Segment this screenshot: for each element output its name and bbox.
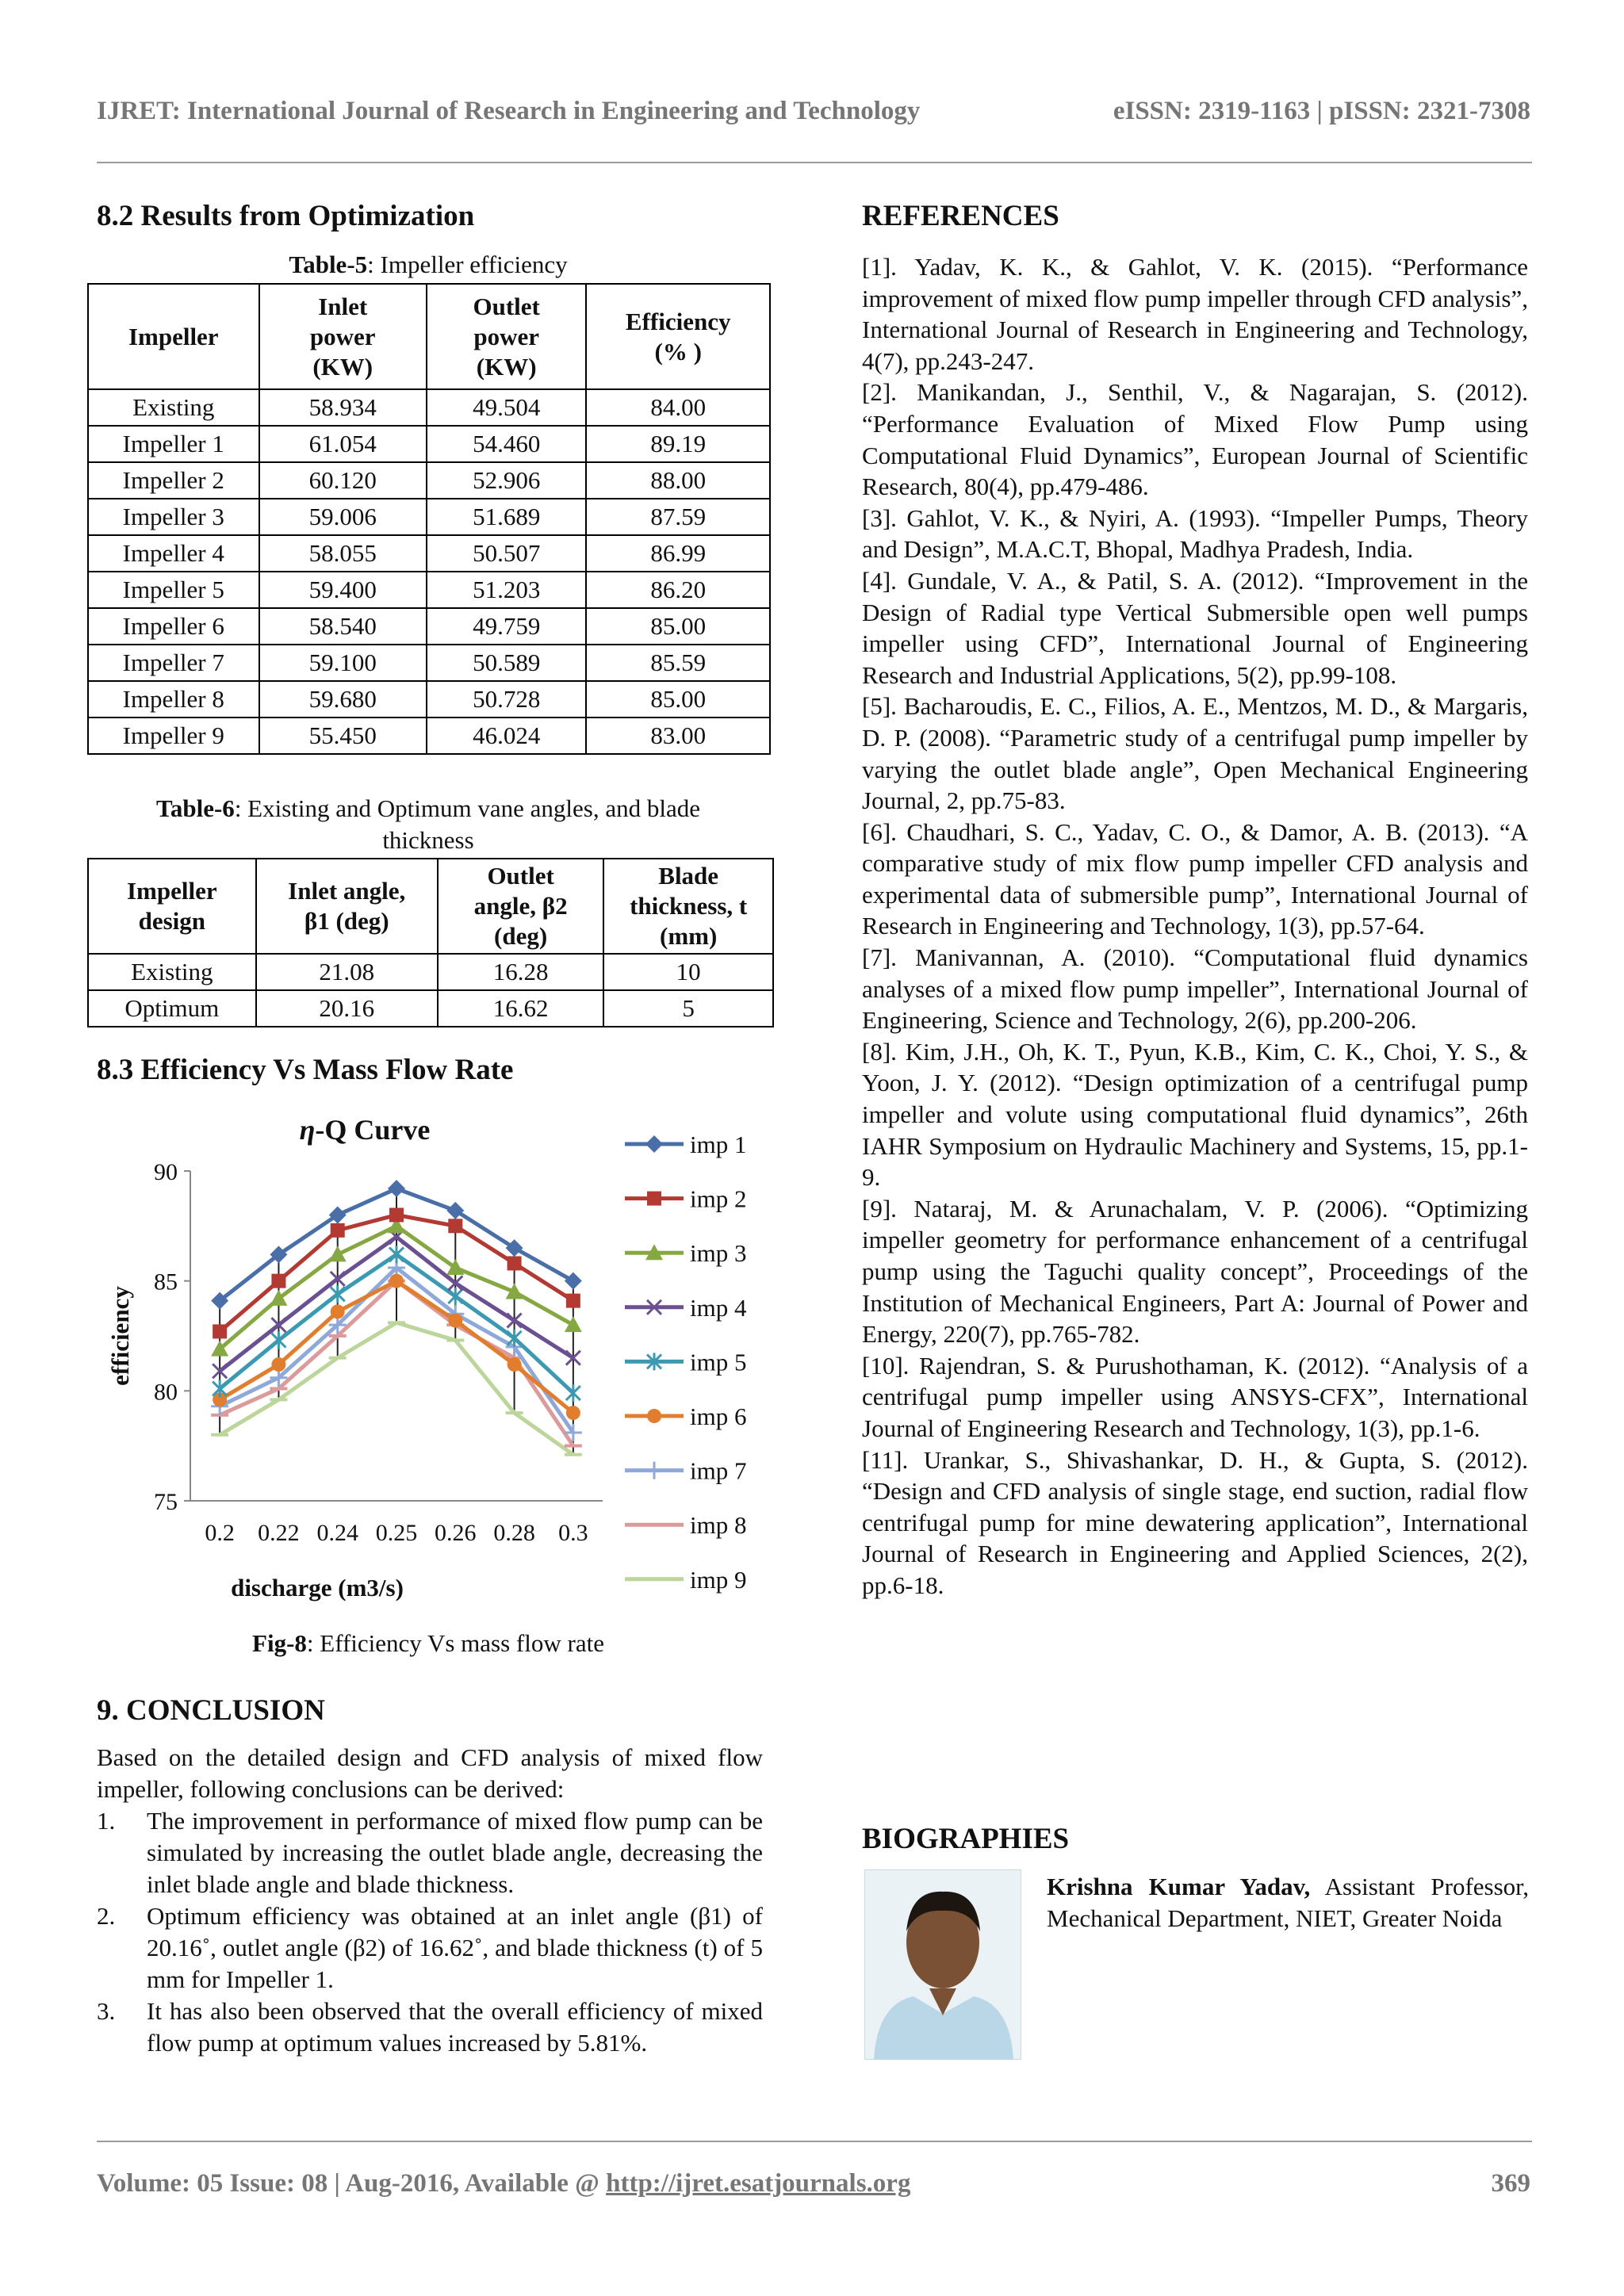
table5-cell: 88.00 — [586, 462, 770, 499]
figure8-caption-text: : Efficiency Vs mass flow rate — [306, 1629, 604, 1657]
table5-cell: 87.59 — [586, 499, 770, 535]
table5-cell: Impeller 7 — [88, 645, 259, 681]
legend-entry — [625, 1402, 746, 1430]
legend-label: imp 6 — [690, 1402, 747, 1430]
table6-header-outlet: Outlet angle, β2 (deg) — [438, 859, 603, 954]
table5-cell: Existing — [88, 389, 259, 426]
conclusion-item-number: 3. — [97, 1997, 116, 2025]
header-rule — [97, 162, 1532, 163]
reference-item: [9]. Nataraj, M. & Arunachalam, V. P. (2006). “Optimizing impeller geometry for performance enhancement of a centrifugal pump using the Taguchi quality concept”, Proceedings of the Institution of Mechanical Engineers, Part A: Journal of Power and Energy, 220(7), pp.765-782. — [862, 1194, 1528, 1349]
table6-caption — [87, 793, 769, 856]
table5-body — [88, 389, 770, 754]
data-point — [647, 1409, 661, 1423]
x-tick-label: 0.28 — [493, 1520, 535, 1546]
y-tick-label: 80 — [154, 1379, 178, 1406]
x-tick-label: 0.24 — [316, 1520, 358, 1546]
journal-header: IJRET: International Journal of Research in Engineering and Technology — [97, 97, 921, 125]
legend-entry — [625, 1131, 746, 1158]
table6-header-inlet: Inlet angle, β1 (deg) — [256, 859, 438, 954]
chart-title-symbol: η — [299, 1114, 316, 1146]
table5-cell: 50.728 — [427, 681, 586, 718]
table5-header-inlet: Inlet power (KW) — [259, 284, 427, 389]
legend-label: imp 9 — [690, 1565, 747, 1594]
conclusion-item-text: It has also been observed that the overall efficiency of mixed flow pump at optimum values increased by 5.81%. — [147, 1997, 763, 2057]
data-point — [508, 1256, 522, 1270]
author-name: Krishna Kumar Yadav, — [1047, 1873, 1311, 1900]
data-point — [448, 1314, 462, 1328]
data-point — [565, 1272, 582, 1290]
conclusion-intro: Based on the detailed design and CFD analysis of mixed flow impeller, following conclusions can be derived: — [97, 1743, 763, 1803]
conclusion-item — [97, 1996, 763, 2059]
reference-item: [3]. Gahlot, V. K., & Nyiri, A. (1993). “Impeller Pumps, Theory and Design”, M.A.C.T, Bhopal, Madhya Pradesh, India. — [862, 503, 1528, 564]
y-tick-label: 75 — [154, 1489, 178, 1515]
table5-cell: Impeller 3 — [88, 499, 259, 535]
data-point — [448, 1219, 462, 1233]
table5-cell: 50.507 — [427, 535, 586, 572]
section-8-3-title: 8.3 Efficiency Vs Mass Flow Rate — [97, 1054, 514, 1086]
footer-volume: Volume: 05 Issue: 08 | Aug-2016, Available @ http://ijret.esatjournals.org — [97, 2169, 911, 2198]
data-point — [448, 1288, 462, 1305]
table5-cell: 59.680 — [259, 681, 427, 718]
figure8-caption-label: Fig-8 — [252, 1629, 307, 1657]
x-tick-label: 0.22 — [258, 1520, 300, 1546]
data-point — [508, 1330, 522, 1347]
table6 — [87, 858, 774, 1027]
table5-cell: 51.689 — [427, 499, 586, 535]
table5-cell: Impeller 5 — [88, 572, 259, 608]
table5-cell: 49.759 — [427, 608, 586, 645]
data-point — [565, 1316, 582, 1332]
table5-cell: 46.024 — [427, 718, 586, 754]
table5-cell: 60.120 — [259, 462, 427, 499]
table6-caption-line1: : Existing and Optimum vane angles, and blade — [234, 794, 700, 822]
chart-title-text: -Q Curve — [315, 1114, 431, 1146]
table6-cell: Existing — [88, 954, 256, 990]
data-point — [389, 1207, 404, 1222]
data-point — [389, 1246, 404, 1263]
data-point — [388, 1180, 405, 1197]
conclusion-item-text: The improvement in performance of mixed flow pump can be simulated by increasing the outlet blade angle, decreasing the inlet blade angle and blade thickness. — [147, 1807, 763, 1898]
table5-row — [88, 499, 770, 535]
reference-item: [7]. Manivannan, A. (2010). “Computational fluid dynamics analyses of a mixed flow pump impeller”, International Journal of Engineering, Science and Technology, 2(6), pp.200-206. — [862, 943, 1528, 1035]
table5-caption-label: Table-5 — [289, 251, 368, 278]
figure8-caption — [87, 1629, 769, 1658]
table6-row — [88, 954, 773, 990]
table5-cell: 51.203 — [427, 572, 586, 608]
table6-cell: 10 — [603, 954, 773, 990]
table5-row — [88, 389, 770, 426]
table5-row — [88, 645, 770, 681]
legend-label: imp 1 — [690, 1131, 747, 1158]
biography-text — [1047, 1871, 1529, 1934]
table6-caption-label: Table-6 — [156, 794, 235, 822]
table5-cell: 83.00 — [586, 718, 770, 754]
table5-cell: 50.589 — [427, 645, 586, 681]
y-tick-label: 90 — [154, 1159, 178, 1185]
y-tick-label: 85 — [154, 1269, 178, 1295]
table5-cell: 84.00 — [586, 389, 770, 426]
legend-entry — [625, 1457, 746, 1485]
page-number: 369 — [1491, 2169, 1530, 2198]
legend-entry — [625, 1239, 746, 1267]
conclusion-item-number: 2. — [97, 1902, 116, 1930]
table5-cell: 58.934 — [259, 389, 427, 426]
legend-label: imp 3 — [690, 1239, 747, 1268]
data-point — [271, 1357, 285, 1372]
table5-row — [88, 462, 770, 499]
reference-item: [6]. Chaudhari, S. C., Yadav, C. O., & Damor, A. B. (2013). “A comparative study of mix flow pump impeller CFD analysis and experimental data of submersible pump”, International Journal of Research in Engineering and Technology, 1(3), pp.57-64. — [862, 817, 1528, 940]
reference-item: [4]. Gundale, V. A., & Patil, S. A. (2012). “Improvement in the Design of Radial type Vertical Submersible open well pumps impeller using CFD”, International Journal of Engineering Research and Industrial Applications, 5(2), pp.99-108. — [862, 566, 1528, 689]
table5-cell: Impeller 1 — [88, 426, 259, 462]
table6-row — [88, 990, 773, 1027]
table5-caption-text: : Impeller efficiency — [367, 251, 568, 278]
data-point — [645, 1135, 663, 1153]
reference-item: [5]. Bacharoudis, E. C., Filios, A. E., Mentzos, M. D., & Margaris, D. P. (2008). “Parametric study of a centrifugal pump impeller by varying the outlet blade angle”, Open Mechanical Engineering Journal, 2, pp.75-83. — [862, 692, 1528, 815]
conclusion-item-text: Optimum efficiency was obtained at an inlet angle (β1) of 20.16˚, outlet angle (β2) of 16.62˚, and blade thickness (t) of 5 mm for Impeller 1. — [147, 1902, 763, 1993]
data-point — [566, 1384, 580, 1402]
table6-header-design: Impeller design — [88, 859, 256, 954]
data-point — [389, 1274, 404, 1288]
biographies-title: BIOGRAPHIES — [862, 1823, 1070, 1855]
table5-row — [88, 608, 770, 645]
table6-cell: 16.62 — [438, 990, 603, 1027]
table5-row — [88, 718, 770, 754]
data-point — [566, 1294, 580, 1308]
reference-item: [1]. Yadav, K. K., & Gahlot, V. K. (2015). “Performance improvement of mixed flow pump impeller through CFD analysis”, International Journal of Research in Engineering and Technology, 4(7), pp.243-247. — [862, 253, 1528, 375]
table6-caption-line2: thickness — [382, 826, 474, 854]
efficiency-chart — [79, 1098, 793, 1621]
data-point — [331, 1304, 345, 1318]
legend-label: imp 8 — [690, 1511, 747, 1540]
data-point — [213, 1380, 227, 1398]
legend-label: imp 7 — [690, 1456, 747, 1485]
data-point — [213, 1324, 227, 1338]
conclusion-item — [97, 1805, 763, 1900]
table5 — [87, 283, 771, 755]
section-9-title: 9. CONCLUSION — [97, 1694, 325, 1727]
legend-label: imp 5 — [690, 1348, 747, 1376]
table5-cell: 59.006 — [259, 499, 427, 535]
table5-caption — [87, 251, 769, 279]
table5-cell: 59.400 — [259, 572, 427, 608]
legend-entry — [625, 1185, 746, 1213]
legend-entry — [625, 1566, 746, 1594]
table6-header-blade: Blade thickness, t (mm) — [603, 859, 773, 954]
data-point — [331, 1223, 345, 1238]
table5-row — [88, 681, 770, 718]
footer-rule — [97, 2141, 1532, 2142]
table5-cell: 58.540 — [259, 608, 427, 645]
journal-link[interactable]: http://ijret.esatjournals.org — [606, 2169, 911, 2198]
x-tick-label: 0.3 — [558, 1520, 588, 1546]
table6-cell: Optimum — [88, 990, 256, 1027]
data-point — [566, 1406, 580, 1420]
table5-header-efficiency: Efficiency (% ) — [586, 284, 770, 389]
reference-item: [10]. Rajendran, S. & Purushothaman, K. (2012). “Analysis of a centrifugal pump impeller using ANSYS-CFX”, International Journal of Engineering Research and Technology, 1(3), pp.1-6. — [862, 1351, 1528, 1442]
series-imp-9 — [211, 1322, 582, 1454]
y-axis-label: efficiency — [106, 1286, 134, 1386]
table5-cell: 85.00 — [586, 681, 770, 718]
table5-cell: 89.19 — [586, 426, 770, 462]
table5-cell: Impeller 2 — [88, 462, 259, 499]
x-tick-label: 0.2 — [205, 1520, 235, 1546]
table5-header-impeller: Impeller — [88, 284, 259, 389]
data-point — [271, 1274, 285, 1288]
conclusion-item — [97, 1900, 763, 1996]
table5-cell: 59.100 — [259, 645, 427, 681]
table5-cell: 85.59 — [586, 645, 770, 681]
x-tick-label: 0.26 — [435, 1520, 477, 1546]
table6-cell: 16.28 — [438, 954, 603, 990]
reference-item: [11]. Urankar, S., Shivashankar, D. H., & Gupta, S. (2012). “Design and CFD analysis of single stage, end suction, radial flow centrifugal pump for mine dewatering application”, International Journal of Research in Engineering and Applied Sciences, 2(2), pp.6-18. — [862, 1445, 1528, 1599]
data-point — [331, 1285, 345, 1303]
table6-cell: 5 — [603, 990, 773, 1027]
x-axis-label: discharge (m3/s) — [231, 1574, 404, 1601]
table5-cell: 85.00 — [586, 608, 770, 645]
table5-row — [88, 572, 770, 608]
data-point — [645, 1462, 663, 1479]
data-point — [647, 1192, 661, 1206]
data-point — [271, 1332, 285, 1349]
conclusion-item-number: 1. — [97, 1807, 116, 1835]
table5-cell: 86.99 — [586, 535, 770, 572]
legend-entry — [625, 1348, 746, 1376]
references-title: REFERENCES — [862, 200, 1059, 232]
author-photo — [864, 1869, 1021, 2060]
data-point — [508, 1357, 522, 1372]
legend-entry — [625, 1511, 746, 1539]
table5-cell: Impeller 8 — [88, 681, 259, 718]
x-tick-label: 0.25 — [375, 1520, 418, 1546]
issn-header: eISSN: 2319-1163 | pISSN: 2321-7308 — [1113, 97, 1530, 125]
chart-title — [300, 1114, 431, 1146]
table5-cell: 61.054 — [259, 426, 427, 462]
table5-row — [88, 426, 770, 462]
table6-body — [88, 954, 773, 1027]
table5-cell: Impeller 9 — [88, 718, 259, 754]
reference-item: [2]. Manikandan, J., Senthil, V., & Nagarajan, S. (2012). “Performance Evaluation of Mixed Flow Pump using Computational Fluid Dynamics”, European Journal of Scientific Research, 80(4), pp.479-486. — [862, 378, 1528, 501]
table5-cell: Impeller 4 — [88, 535, 259, 572]
table6-cell: 21.08 — [256, 954, 438, 990]
table6-cell: 20.16 — [256, 990, 438, 1027]
table5-cell: 54.460 — [427, 426, 586, 462]
table5-cell: 86.20 — [586, 572, 770, 608]
section-8-2-title: 8.2 Results from Optimization — [97, 200, 475, 232]
table5-cell: 55.450 — [259, 718, 427, 754]
conclusion-list — [97, 1805, 763, 2059]
table5-cell: 52.906 — [427, 462, 586, 499]
table5-row — [88, 535, 770, 572]
legend-entry — [625, 1294, 747, 1322]
reference-item: [8]. Kim, J.H., Oh, K. T., Pyun, K.B., Kim, C. K., Choi, Y. S., & Yoon, J. Y. (2012). “Design optimization of a centrifugal pump impeller and volute using computational fluid dynamics”, 26th IAHR Symposium on Hydraulic Machinery and Systems, 15, pp.1-9. — [862, 1037, 1528, 1192]
legend-label: imp 4 — [690, 1293, 747, 1322]
legend-label: imp 2 — [690, 1184, 747, 1213]
references-list — [862, 251, 1528, 1601]
table5-cell: 58.055 — [259, 535, 427, 572]
table5-cell: 49.504 — [427, 389, 586, 426]
table5-cell: Impeller 6 — [88, 608, 259, 645]
author-description: Assistant Professor, Mechanical Department, NIET, Greater Noida — [1047, 1873, 1529, 1932]
table5-header-outlet: Outlet power (KW) — [427, 284, 586, 389]
